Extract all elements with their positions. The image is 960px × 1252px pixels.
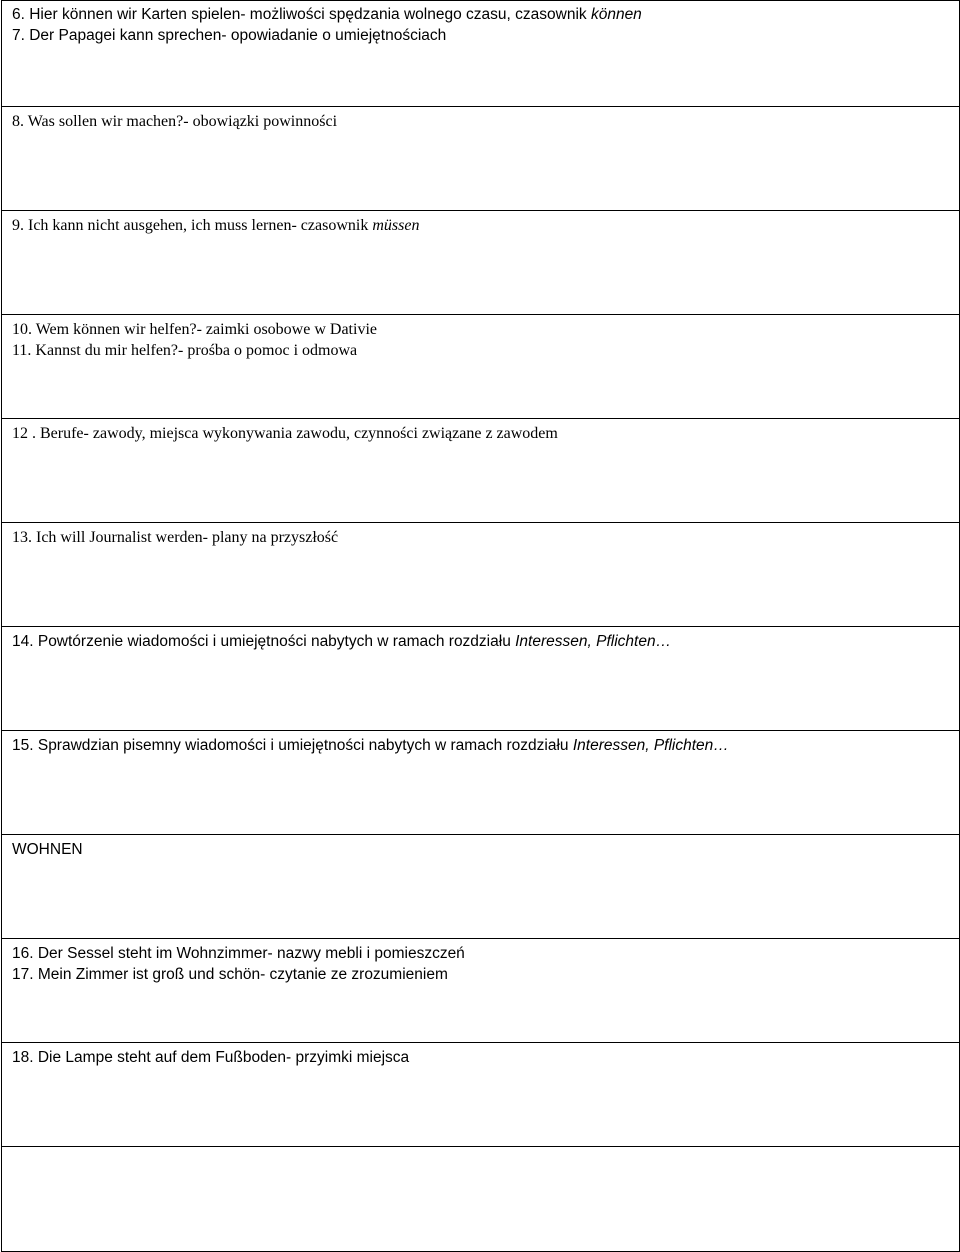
lesson-topic-9: 9. Ich kann nicht ausgehen, ich muss lernen- czasownik müssen [12, 217, 420, 234]
lesson-topic-6: 6. Hier können wir Karten spielen- możliwości spędzania wolnego czasu, czasownik können [12, 6, 642, 23]
lesson-topic-18: 18. Die Lampe steht auf dem Fußboden- przyimki miejsca [12, 1049, 410, 1066]
lesson-topic-16: 16. Der Sessel steht im Wohnzimmer- nazwy mebli i pomieszczeń [12, 945, 465, 962]
lesson-plan-table [1, 0, 960, 1252]
table-row [2, 315, 959, 419]
table-row [2, 835, 959, 939]
table-row [2, 627, 959, 731]
lesson-topic-12: 12 . Berufe- zawody, miejsca wykonywania zawodu, czynności związane z zawodem [12, 425, 558, 442]
lesson-topic-10: 10. Wem können wir helfen?- zaimki osobowe w Dativie [12, 321, 377, 338]
table-row [2, 211, 959, 315]
lesson-topic-15: 15. Sprawdzian pisemny wiadomości i umiejętności nabytych w ramach rozdziału Interessen, Pflichten… [12, 737, 729, 754]
table-row [2, 939, 959, 1043]
lesson-topic-13: 13. Ich will Journalist werden- plany na przyszłość [12, 529, 339, 546]
table-row [2, 107, 959, 211]
table-row [2, 419, 959, 523]
section-heading-wohnen: WOHNEN [12, 841, 83, 858]
lesson-topic-11: 11. Kannst du mir helfen?- prośba o pomoc i odmowa [12, 342, 358, 359]
lesson-topic-14: 14. Powtórzenie wiadomości i umiejętności nabytych w ramach rozdziału Interessen, Pflichten… [12, 633, 672, 650]
table-row [2, 523, 959, 627]
lesson-topic-7: 7. Der Papagei kann sprechen- opowiadanie o umiejętnościach [12, 27, 447, 44]
lesson-topic-8: 8. Was sollen wir machen?- obowiązki powinności [12, 113, 338, 130]
table-row [2, 1147, 959, 1252]
lesson-topic-17: 17. Mein Zimmer ist groß und schön- czytanie ze zrozumieniem [12, 966, 448, 983]
table-row [2, 1, 959, 107]
table-row [2, 1043, 959, 1147]
table-row [2, 731, 959, 835]
